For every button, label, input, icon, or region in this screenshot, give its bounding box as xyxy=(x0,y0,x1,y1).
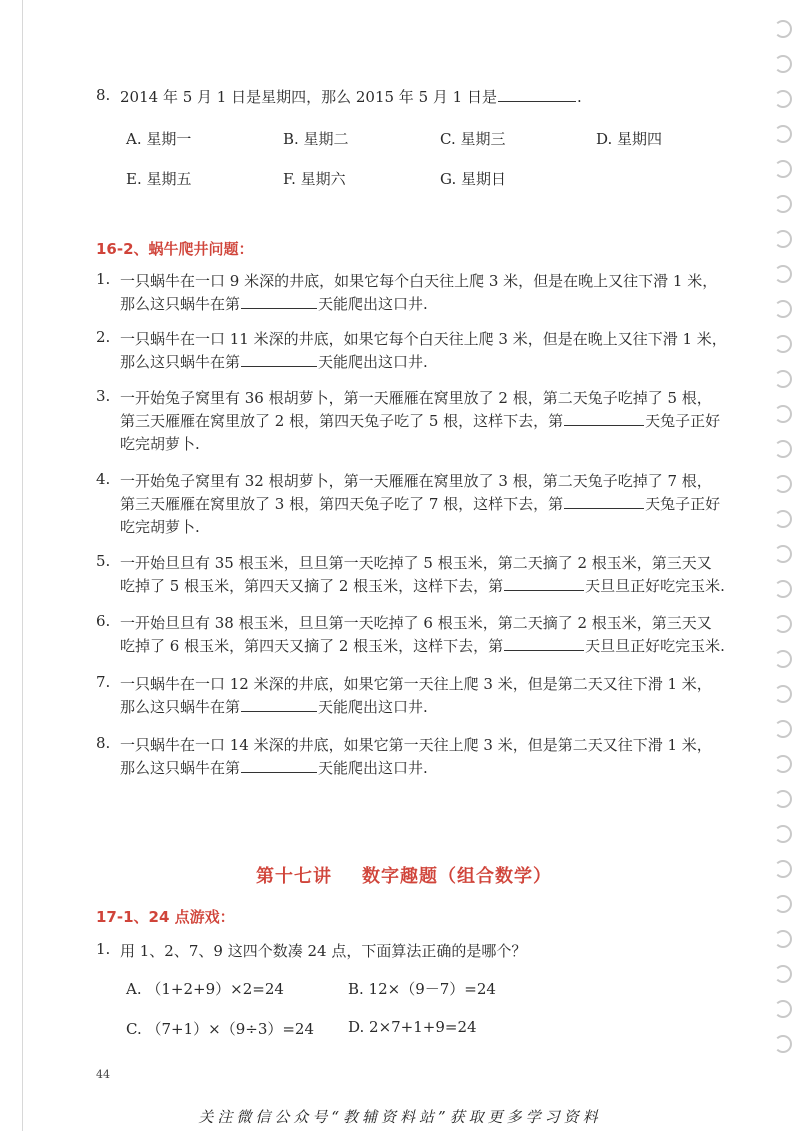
chapter-title xyxy=(256,862,552,888)
option-e[interactable]: E. 星期五 xyxy=(126,170,192,188)
problem-text: 第三天雁雁在窝里放了 2 根，第四天兔子吃了 5 根，这样下去，第 xyxy=(120,412,564,430)
binding-ring xyxy=(774,55,792,73)
section-heading-16-2: 16-2、蜗牛爬井问题： xyxy=(96,240,254,258)
binding-ring xyxy=(774,685,792,703)
problem-text: 一只蜗牛在一口 9 米深的井底，如果它每个白天往上爬 3 米，但是在晚上又往下滑 1 米， xyxy=(120,272,718,290)
problem-number: 7. xyxy=(96,673,111,691)
binding-ring xyxy=(774,370,792,388)
binding-ring xyxy=(774,755,792,773)
problem-text: 一只蜗牛在一口 11 米深的井底，如果它每个白天往上爬 3 米，但是在晚上又往下滑 1 米， xyxy=(120,330,727,348)
problem-text: 天旦旦正好吃完玉米. xyxy=(585,577,725,595)
problem-text: 吃完胡萝卜. xyxy=(120,518,200,536)
answer-blank[interactable] xyxy=(504,636,584,651)
problem-text: 那么这只蜗牛在第 xyxy=(120,759,241,777)
binding-ring xyxy=(774,160,792,178)
binding-ring xyxy=(774,720,792,738)
section-heading-17-1: 17-1、24 点游戏： xyxy=(96,908,235,926)
answer-blank[interactable] xyxy=(504,576,584,591)
binding-ring xyxy=(774,930,792,948)
binding-ring xyxy=(774,335,792,353)
problem-text: 天能爬出这口井. xyxy=(318,698,428,716)
problem-text: 一开始旦旦有 35 根玉米，旦旦第一天吃掉了 5 根玉米，第二天摘了 2 根玉米，第三天又 xyxy=(120,554,712,572)
answer-blank[interactable] xyxy=(498,87,576,102)
footer-note: 关注微信公众号“教辅资料站”获取更多学习资料 xyxy=(198,1108,602,1126)
chapter-name: 数字趣题（组合数学） xyxy=(362,866,552,887)
binding-ring xyxy=(774,125,792,143)
problem-text: 那么这只蜗牛在第 xyxy=(120,353,241,371)
problem-number: 5. xyxy=(96,552,111,570)
problem-text: 天兔子正好 xyxy=(645,495,721,513)
binding-ring xyxy=(774,90,792,108)
binding-ring xyxy=(774,580,792,598)
binding-ring xyxy=(774,545,792,563)
option-f[interactable]: F. 星期六 xyxy=(283,170,346,188)
problem-text: 一只蜗牛在一口 12 米深的井底，如果它第一天往上爬 3 米，但是第二天又往下滑 1 米， xyxy=(120,675,712,693)
answer-blank[interactable] xyxy=(564,411,644,426)
problem-text: 那么这只蜗牛在第 xyxy=(120,698,241,716)
answer-blank[interactable] xyxy=(241,697,317,712)
problem-text: 天能爬出这口井. xyxy=(318,295,428,313)
answer-blank[interactable] xyxy=(564,494,644,509)
problem-text: 一只蜗牛在一口 14 米深的井底，如果它第一天往上爬 3 米，但是第二天又往下滑 1 米， xyxy=(120,736,712,754)
binding-ring xyxy=(774,1000,792,1018)
question-text-end: . xyxy=(576,88,582,106)
binding-ring xyxy=(774,650,792,668)
problem-text: 第三天雁雁在窝里放了 3 根，第四天兔子吃了 7 根，这样下去，第 xyxy=(120,495,564,513)
option-c[interactable]: C. （7+1）×（9÷3）=24 xyxy=(126,1020,315,1038)
page-edge xyxy=(22,0,23,1131)
binding-ring xyxy=(774,1035,792,1053)
binding-ring xyxy=(774,300,792,318)
binding-ring xyxy=(774,405,792,423)
binding-ring xyxy=(774,825,792,843)
option-d[interactable]: D. 星期四 xyxy=(596,130,663,148)
problem-number: 3. xyxy=(96,387,111,405)
binding-ring xyxy=(774,860,792,878)
option-b[interactable]: B. 12×（9－7）=24 xyxy=(348,980,496,998)
question-text: 用 1、2、7、9 这四个数凑 24 点，下面算法正确的是哪个？ xyxy=(120,942,527,960)
problem-number: 6. xyxy=(96,612,111,630)
problem-number: 8. xyxy=(96,734,111,752)
binding-ring xyxy=(774,195,792,213)
answer-blank[interactable] xyxy=(241,294,317,309)
binding-ring xyxy=(774,265,792,283)
binding-ring xyxy=(774,790,792,808)
binding-rings xyxy=(774,20,794,1080)
problem-text: 一开始兔子窝里有 32 根胡萝卜，第一天雁雁在窝里放了 3 根，第二天兔子吃掉了 7 根， xyxy=(120,472,712,490)
option-b[interactable]: B. 星期二 xyxy=(283,130,349,148)
binding-ring xyxy=(774,20,792,38)
chapter-number: 第十七讲 xyxy=(256,866,332,887)
problem-text: 天兔子正好 xyxy=(645,412,721,430)
question-text: 2014 年 5 月 1 日是星期四，那么 2015 年 5 月 1 日是 xyxy=(120,88,497,106)
page-number: 44 xyxy=(96,1068,110,1081)
problem-text: 天能爬出这口井. xyxy=(318,353,428,371)
binding-ring xyxy=(774,510,792,528)
answer-blank[interactable] xyxy=(241,352,317,367)
problem-number: 1. xyxy=(96,270,111,288)
option-d[interactable]: D. 2×7+1+9=24 xyxy=(348,1018,477,1036)
question-number: 8. xyxy=(96,86,111,104)
question-number: 1. xyxy=(96,940,111,958)
problem-text: 天旦旦正好吃完玉米. xyxy=(585,637,725,655)
binding-ring xyxy=(774,475,792,493)
problem-text: 天能爬出这口井. xyxy=(318,759,428,777)
problem-number: 2. xyxy=(96,328,111,346)
problem-number: 4. xyxy=(96,470,111,488)
problem-text: 一开始兔子窝里有 36 根胡萝卜，第一天雁雁在窝里放了 2 根，第二天兔子吃掉了 5 根， xyxy=(120,389,712,407)
answer-blank[interactable] xyxy=(241,758,317,773)
option-g[interactable]: G. 星期日 xyxy=(440,170,506,188)
binding-ring xyxy=(774,440,792,458)
option-a[interactable]: A. （1+2+9）×2=24 xyxy=(126,980,284,998)
problem-text: 一开始旦旦有 38 根玉米，旦旦第一天吃掉了 6 根玉米，第二天摘了 2 根玉米，第三天又 xyxy=(120,614,712,632)
binding-ring xyxy=(774,615,792,633)
binding-ring xyxy=(774,230,792,248)
problem-text: 吃完胡萝卜. xyxy=(120,435,200,453)
option-a[interactable]: A. 星期一 xyxy=(126,130,192,148)
problem-text: 吃掉了 6 根玉米，第四天又摘了 2 根玉米，这样下去，第 xyxy=(120,637,504,655)
problem-text: 吃掉了 5 根玉米，第四天又摘了 2 根玉米，这样下去，第 xyxy=(120,577,504,595)
binding-ring xyxy=(774,965,792,983)
binding-ring xyxy=(774,895,792,913)
option-c[interactable]: C. 星期三 xyxy=(440,130,506,148)
problem-text: 那么这只蜗牛在第 xyxy=(120,295,241,313)
